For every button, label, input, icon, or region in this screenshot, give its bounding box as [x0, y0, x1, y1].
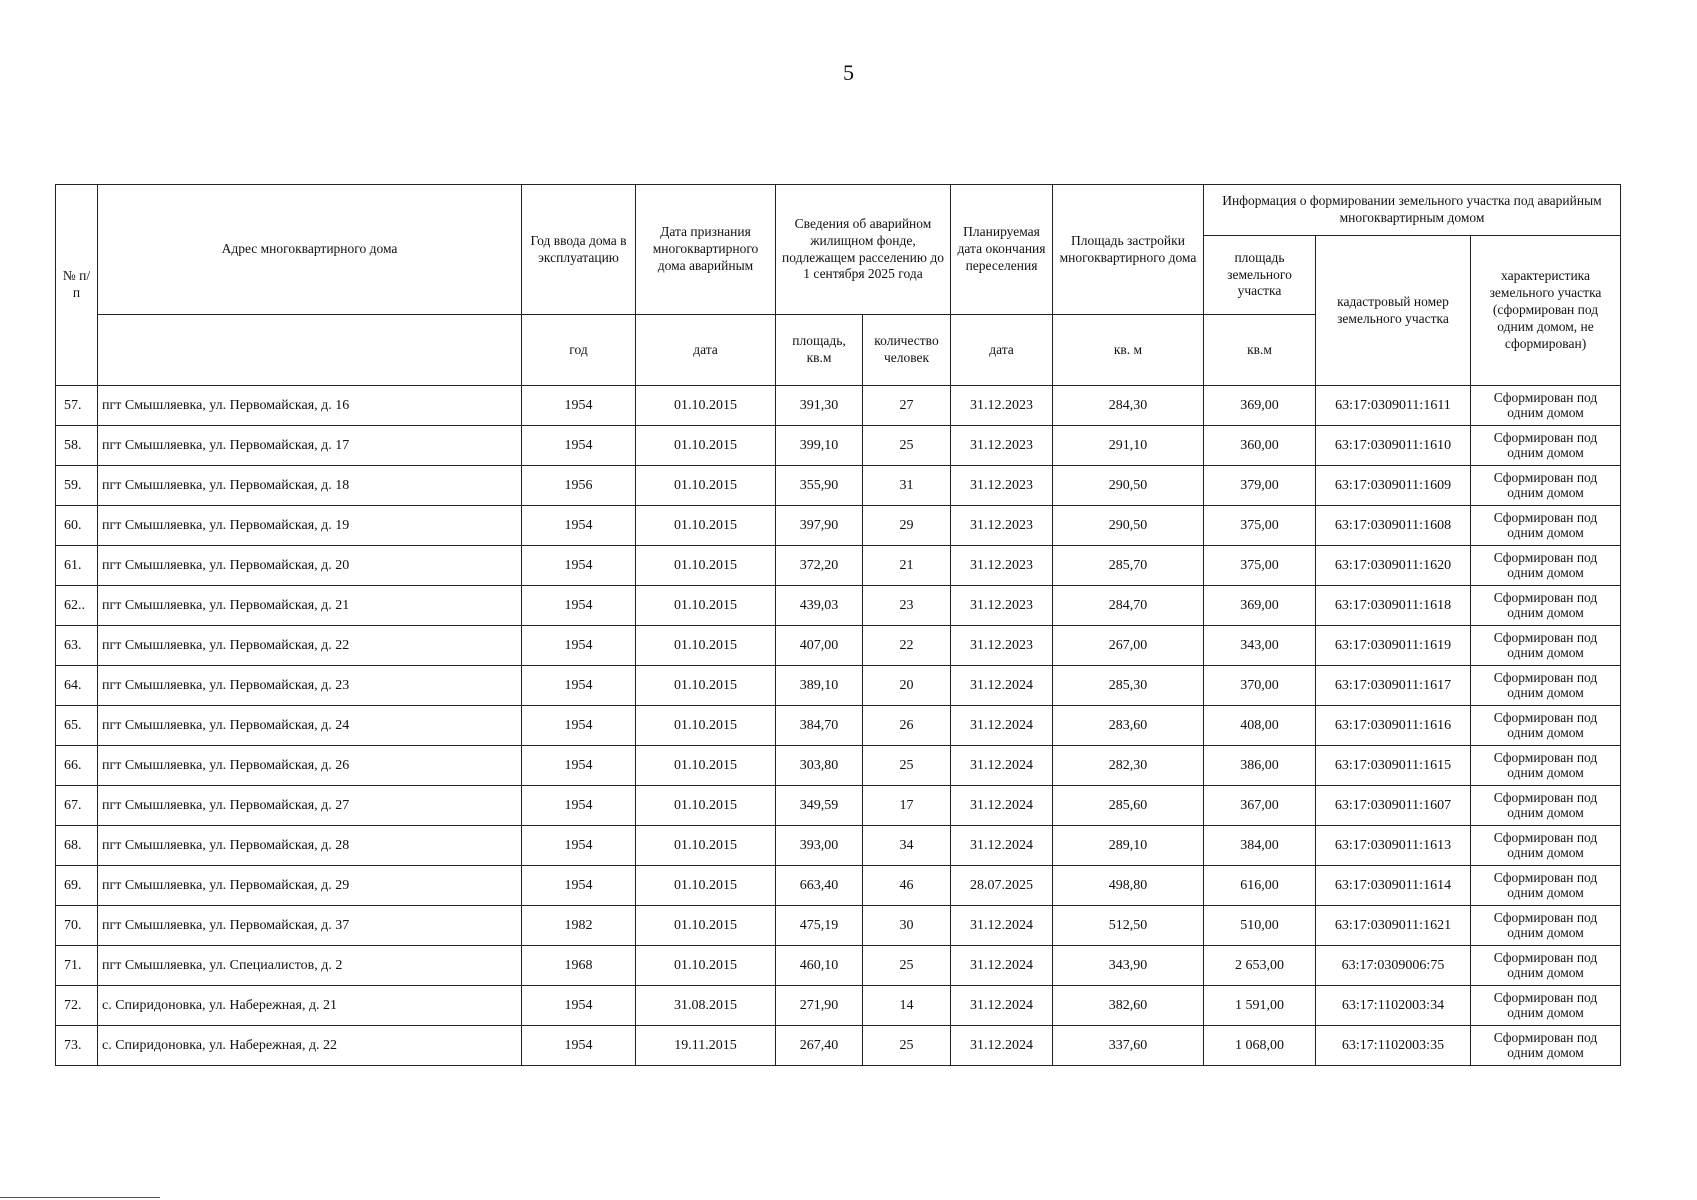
header-cadastral: кадастровый номер земельного участка [1316, 236, 1471, 386]
cell-plan-date: 31.12.2023 [951, 586, 1053, 626]
unit-date: дата [636, 315, 776, 386]
cell-year: 1954 [522, 506, 636, 546]
cell-plan-date: 31.12.2023 [951, 626, 1053, 666]
cell-address: пгт Смышляевка, ул. Первомайская, д. 21 [98, 586, 522, 626]
cell-building-area: 267,00 [1053, 626, 1204, 666]
cell-cadastral: 63:17:1102003:35 [1316, 1026, 1471, 1066]
cell-land-area: 384,00 [1204, 826, 1316, 866]
cell-land-char: Сформирован под одним домом [1471, 426, 1621, 466]
cell-plan-date: 31.12.2024 [951, 746, 1053, 786]
cell-cadastral: 63:17:0309011:1618 [1316, 586, 1471, 626]
cell-land-char: Сформирован под одним домом [1471, 586, 1621, 626]
table-row [56, 466, 1621, 506]
cell-area: 271,90 [776, 986, 863, 1026]
cell-land-char: Сформирован под одним домом [1471, 826, 1621, 866]
unit-build-area: кв. м [1053, 315, 1204, 386]
cell-date: 01.10.2015 [636, 786, 776, 826]
cell-num: 64. [56, 666, 98, 706]
cell-land-area: 2 653,00 [1204, 946, 1316, 986]
cell-land-area: 343,00 [1204, 626, 1316, 666]
cell-address: пгт Смышляевка, ул. Первомайская, д. 29 [98, 866, 522, 906]
cell-year: 1954 [522, 1026, 636, 1066]
cell-building-area: 498,80 [1053, 866, 1204, 906]
cell-address: пгт Смышляевка, ул. Первомайская, д. 24 [98, 706, 522, 746]
unit-land-area: кв.м [1204, 315, 1316, 386]
cell-area: 355,90 [776, 466, 863, 506]
cell-land-area: 375,00 [1204, 546, 1316, 586]
header-land-area: площадь земельного участка [1204, 236, 1316, 315]
cell-num: 62.. [56, 586, 98, 626]
cell-cadastral: 63:17:0309011:1617 [1316, 666, 1471, 706]
cell-address: пгт Смышляевка, ул. Первомайская, д. 27 [98, 786, 522, 826]
cell-area: 391,30 [776, 386, 863, 426]
cell-address: пгт Смышляевка, ул. Первомайская, д. 26 [98, 746, 522, 786]
table-row [56, 386, 1621, 426]
cell-people: 25 [863, 746, 951, 786]
cell-area: 349,59 [776, 786, 863, 826]
cell-year: 1954 [522, 746, 636, 786]
unit-area: площадь, кв.м [776, 315, 863, 386]
cell-area: 267,40 [776, 1026, 863, 1066]
cell-area: 475,19 [776, 906, 863, 946]
cell-num: 68. [56, 826, 98, 866]
table-row [56, 786, 1621, 826]
header-num: № п/п [56, 185, 98, 386]
cell-plan-date: 31.12.2024 [951, 786, 1053, 826]
cell-plan-date: 31.12.2024 [951, 706, 1053, 746]
cell-land-char: Сформирован под одним домом [1471, 506, 1621, 546]
cell-people: 25 [863, 1026, 951, 1066]
cell-year: 1982 [522, 906, 636, 946]
cell-building-area: 382,60 [1053, 986, 1204, 1026]
cell-land-char: Сформирован под одним домом [1471, 546, 1621, 586]
cell-date: 01.10.2015 [636, 906, 776, 946]
cell-area: 372,20 [776, 546, 863, 586]
cell-num: 65. [56, 706, 98, 746]
cell-num: 61. [56, 546, 98, 586]
cell-address: пгт Смышляевка, ул. Специалистов, д. 2 [98, 946, 522, 986]
cell-people: 14 [863, 986, 951, 1026]
cell-building-area: 512,50 [1053, 906, 1204, 946]
cell-people: 26 [863, 706, 951, 746]
cell-area: 389,10 [776, 666, 863, 706]
cell-year: 1954 [522, 386, 636, 426]
cell-plan-date: 31.12.2024 [951, 946, 1053, 986]
cell-date: 01.10.2015 [636, 506, 776, 546]
header-building-area: Площадь застройки многоквартирного дома [1053, 185, 1204, 315]
cell-year: 1954 [522, 986, 636, 1026]
cell-land-char: Сформирован под одним домом [1471, 466, 1621, 506]
cell-people: 23 [863, 586, 951, 626]
cell-building-area: 284,30 [1053, 386, 1204, 426]
cell-people: 22 [863, 626, 951, 666]
cell-date: 01.10.2015 [636, 426, 776, 466]
cell-address: пгт Смышляевка, ул. Первомайская, д. 22 [98, 626, 522, 666]
cell-year: 1954 [522, 706, 636, 746]
cell-address: пгт Смышляевка, ул. Первомайская, д. 28 [98, 826, 522, 866]
cell-date: 01.10.2015 [636, 386, 776, 426]
cell-date: 01.10.2015 [636, 586, 776, 626]
cell-building-area: 290,50 [1053, 466, 1204, 506]
cell-cadastral: 63:17:0309011:1620 [1316, 546, 1471, 586]
cell-area: 303,80 [776, 746, 863, 786]
cell-building-area: 282,30 [1053, 746, 1204, 786]
header-land-info: Информация о формировании земельного участка под аварийным многоквартирным домом [1204, 185, 1621, 236]
unit-year: год [522, 315, 636, 386]
table-row [56, 666, 1621, 706]
cell-area: 384,70 [776, 706, 863, 746]
cell-num: 72. [56, 986, 98, 1026]
cell-area: 460,10 [776, 946, 863, 986]
table-body [56, 386, 1621, 1066]
cell-plan-date: 31.12.2023 [951, 426, 1053, 466]
cell-plan-date: 31.12.2024 [951, 1026, 1053, 1066]
table-row [56, 506, 1621, 546]
cell-land-char: Сформирован под одним домом [1471, 746, 1621, 786]
cell-num: 57. [56, 386, 98, 426]
table-row [56, 626, 1621, 666]
cell-area: 399,10 [776, 426, 863, 466]
table-row [56, 906, 1621, 946]
cell-land-char: Сформирован под одним домом [1471, 666, 1621, 706]
cell-people: 29 [863, 506, 951, 546]
cell-plan-date: 31.12.2023 [951, 546, 1053, 586]
cell-people: 20 [863, 666, 951, 706]
cell-year: 1954 [522, 586, 636, 626]
cell-cadastral: 63:17:0309011:1621 [1316, 906, 1471, 946]
cell-address: с. Спиридоновка, ул. Набережная, д. 21 [98, 986, 522, 1026]
cell-num: 71. [56, 946, 98, 986]
cell-land-char: Сформирован под одним домом [1471, 866, 1621, 906]
cell-land-area: 360,00 [1204, 426, 1316, 466]
cell-num: 58. [56, 426, 98, 466]
cell-num: 67. [56, 786, 98, 826]
cell-year: 1954 [522, 826, 636, 866]
cell-cadastral: 63:17:0309011:1613 [1316, 826, 1471, 866]
cell-building-area: 283,60 [1053, 706, 1204, 746]
unit-plan-date: дата [951, 315, 1053, 386]
cell-year: 1954 [522, 786, 636, 826]
cell-area: 663,40 [776, 866, 863, 906]
cell-plan-date: 31.12.2023 [951, 466, 1053, 506]
cell-people: 34 [863, 826, 951, 866]
cell-year: 1954 [522, 866, 636, 906]
cell-year: 1968 [522, 946, 636, 986]
table-row [56, 986, 1621, 1026]
cell-plan-date: 31.12.2024 [951, 986, 1053, 1026]
cell-num: 70. [56, 906, 98, 946]
cell-plan-date: 31.12.2023 [951, 506, 1053, 546]
table-row [56, 586, 1621, 626]
cell-cadastral: 63:17:1102003:34 [1316, 986, 1471, 1026]
cell-area: 439,03 [776, 586, 863, 626]
cell-building-area: 285,70 [1053, 546, 1204, 586]
cell-building-area: 343,90 [1053, 946, 1204, 986]
cell-address: пгт Смышляевка, ул. Первомайская, д. 37 [98, 906, 522, 946]
cell-land-area: 375,00 [1204, 506, 1316, 546]
cell-cadastral: 63:17:0309006:75 [1316, 946, 1471, 986]
cell-cadastral: 63:17:0309011:1607 [1316, 786, 1471, 826]
cell-land-char: Сформирован под одним домом [1471, 1026, 1621, 1066]
cell-date: 01.10.2015 [636, 466, 776, 506]
cell-area: 407,00 [776, 626, 863, 666]
cell-address: пгт Смышляевка, ул. Первомайская, д. 18 [98, 466, 522, 506]
header-year-commission: Год ввода дома в эксплуатацию [522, 185, 636, 315]
cell-date: 01.10.2015 [636, 826, 776, 866]
header-emergency-fund: Сведения об аварийном жилищном фонде, подлежащем расселению до 1 сентября 2025 года [776, 185, 951, 315]
cell-people: 21 [863, 546, 951, 586]
cell-land-char: Сформирован под одним домом [1471, 986, 1621, 1026]
scan-artifact-line [0, 1197, 160, 1198]
cell-cadastral: 63:17:0309011:1608 [1316, 506, 1471, 546]
cell-year: 1954 [522, 666, 636, 706]
cell-building-area: 337,60 [1053, 1026, 1204, 1066]
cell-land-area: 386,00 [1204, 746, 1316, 786]
page-number: 5 [843, 60, 854, 85]
cell-cadastral: 63:17:0309011:1614 [1316, 866, 1471, 906]
header-planned-date: Планируемая дата окончания переселения [951, 185, 1053, 315]
cell-date: 01.10.2015 [636, 746, 776, 786]
cell-land-char: Сформирован под одним домом [1471, 386, 1621, 426]
table-row [56, 426, 1621, 466]
cell-date: 01.10.2015 [636, 666, 776, 706]
cell-num: 63. [56, 626, 98, 666]
cell-land-area: 1 591,00 [1204, 986, 1316, 1026]
cell-plan-date: 28.07.2025 [951, 866, 1053, 906]
cell-address: с. Спиридоновка, ул. Набережная, д. 22 [98, 1026, 522, 1066]
cell-date: 01.10.2015 [636, 946, 776, 986]
cell-building-area: 285,30 [1053, 666, 1204, 706]
cell-date: 01.10.2015 [636, 706, 776, 746]
cell-address: пгт Смышляевка, ул. Первомайская, д. 16 [98, 386, 522, 426]
cell-building-area: 284,70 [1053, 586, 1204, 626]
header-land-char: характеристика земельного участка (сформирован под одним домом, не сформирован) [1471, 236, 1621, 386]
cell-plan-date: 31.12.2024 [951, 666, 1053, 706]
cell-people: 27 [863, 386, 951, 426]
table-row [56, 706, 1621, 746]
cell-plan-date: 31.12.2024 [951, 826, 1053, 866]
cell-address: пгт Смышляевка, ул. Первомайская, д. 23 [98, 666, 522, 706]
header-date-recognition: Дата признания многоквартирного дома аварийным [636, 185, 776, 315]
cell-num: 60. [56, 506, 98, 546]
table-row [56, 546, 1621, 586]
cell-num: 59. [56, 466, 98, 506]
cell-plan-date: 31.12.2023 [951, 386, 1053, 426]
emergency-housing-table [55, 184, 1621, 1066]
table-row [56, 746, 1621, 786]
table-row [56, 946, 1621, 986]
cell-land-area: 1 068,00 [1204, 1026, 1316, 1066]
cell-cadastral: 63:17:0309011:1616 [1316, 706, 1471, 746]
cell-num: 66. [56, 746, 98, 786]
cell-land-area: 408,00 [1204, 706, 1316, 746]
cell-date: 01.10.2015 [636, 546, 776, 586]
cell-people: 31 [863, 466, 951, 506]
cell-address: пгт Смышляевка, ул. Первомайская, д. 19 [98, 506, 522, 546]
cell-address: пгт Смышляевка, ул. Первомайская, д. 20 [98, 546, 522, 586]
header-address-blank [98, 315, 522, 386]
cell-date: 19.11.2015 [636, 1026, 776, 1066]
cell-people: 46 [863, 866, 951, 906]
cell-people: 30 [863, 906, 951, 946]
cell-land-area: 370,00 [1204, 666, 1316, 706]
cell-cadastral: 63:17:0309011:1611 [1316, 386, 1471, 426]
header-address: Адрес многоквартирного дома [98, 185, 522, 315]
cell-cadastral: 63:17:0309011:1619 [1316, 626, 1471, 666]
cell-num: 73. [56, 1026, 98, 1066]
cell-date: 01.10.2015 [636, 866, 776, 906]
table-row [56, 866, 1621, 906]
unit-people: количество человек [863, 315, 951, 386]
cell-land-area: 379,00 [1204, 466, 1316, 506]
cell-year: 1956 [522, 466, 636, 506]
table-row [56, 1026, 1621, 1066]
cell-cadastral: 63:17:0309011:1609 [1316, 466, 1471, 506]
cell-building-area: 285,60 [1053, 786, 1204, 826]
cell-date: 31.08.2015 [636, 986, 776, 1026]
cell-land-area: 369,00 [1204, 586, 1316, 626]
cell-year: 1954 [522, 626, 636, 666]
cell-people: 17 [863, 786, 951, 826]
cell-building-area: 291,10 [1053, 426, 1204, 466]
cell-people: 25 [863, 426, 951, 466]
cell-people: 25 [863, 946, 951, 986]
cell-land-char: Сформирован под одним домом [1471, 786, 1621, 826]
cell-address: пгт Смышляевка, ул. Первомайская, д. 17 [98, 426, 522, 466]
cell-building-area: 290,50 [1053, 506, 1204, 546]
cell-land-char: Сформирован под одним домом [1471, 626, 1621, 666]
table-row [56, 826, 1621, 866]
cell-land-char: Сформирован под одним домом [1471, 906, 1621, 946]
cell-land-char: Сформирован под одним домом [1471, 706, 1621, 746]
cell-land-char: Сформирован под одним домом [1471, 946, 1621, 986]
cell-land-area: 510,00 [1204, 906, 1316, 946]
cell-num: 69. [56, 866, 98, 906]
cell-cadastral: 63:17:0309011:1615 [1316, 746, 1471, 786]
cell-plan-date: 31.12.2024 [951, 906, 1053, 946]
cell-land-area: 367,00 [1204, 786, 1316, 826]
cell-date: 01.10.2015 [636, 626, 776, 666]
cell-building-area: 289,10 [1053, 826, 1204, 866]
cell-year: 1954 [522, 426, 636, 466]
cell-land-area: 616,00 [1204, 866, 1316, 906]
cell-year: 1954 [522, 546, 636, 586]
cell-area: 393,00 [776, 826, 863, 866]
cell-land-area: 369,00 [1204, 386, 1316, 426]
cell-cadastral: 63:17:0309011:1610 [1316, 426, 1471, 466]
cell-area: 397,90 [776, 506, 863, 546]
